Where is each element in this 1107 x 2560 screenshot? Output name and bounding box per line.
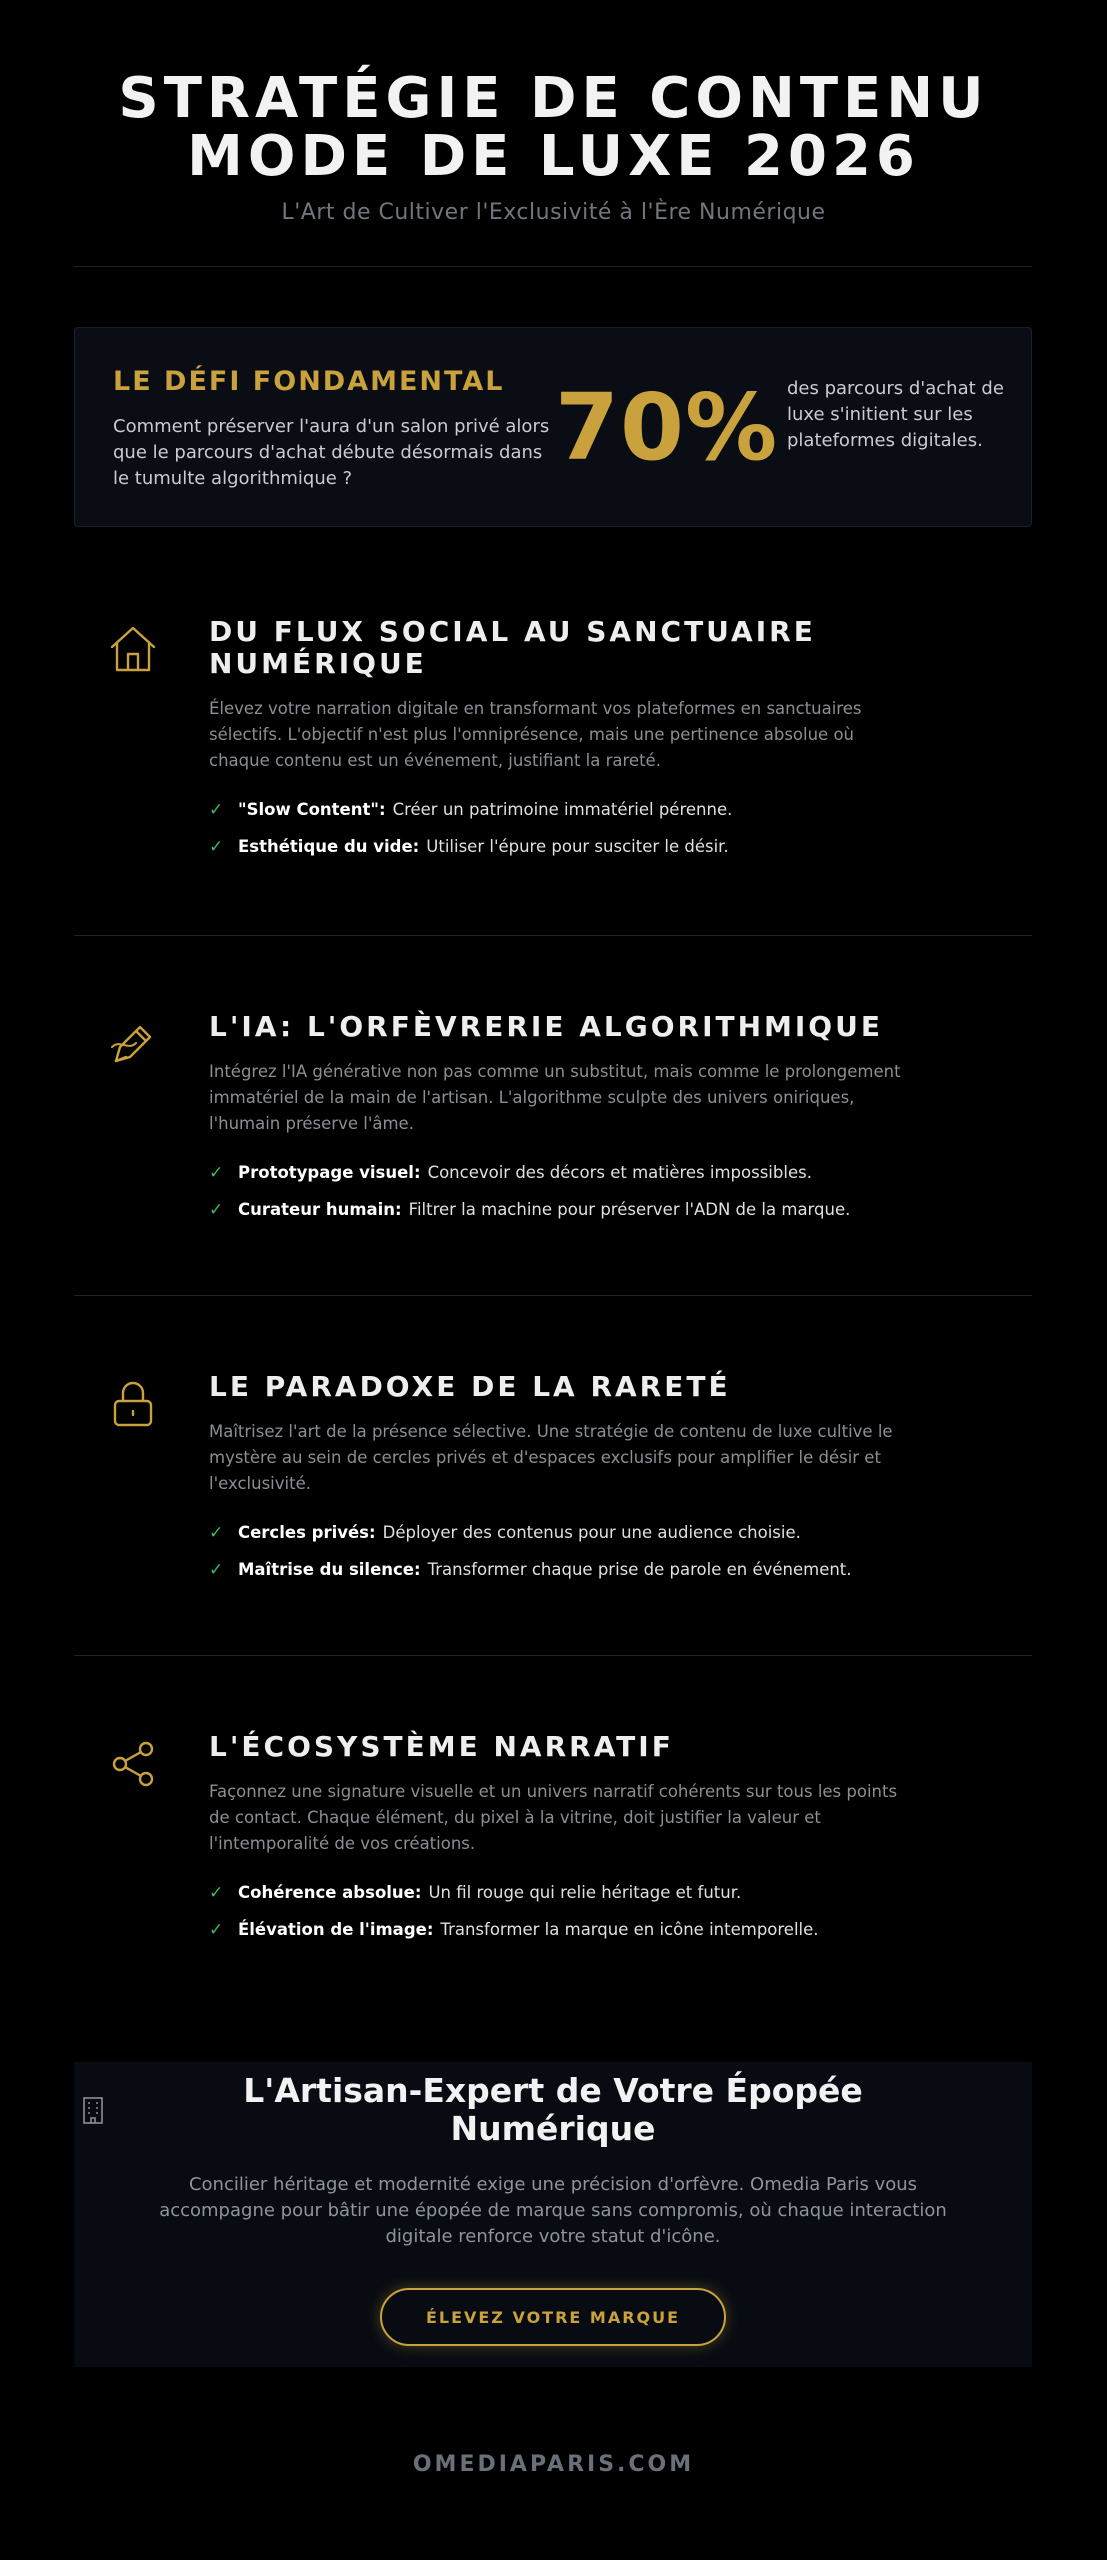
cta-panel xyxy=(74,2062,1032,2367)
section-description: Façonnez une signature visuelle et un univers narratif cohérents sur tous les points de contact. Chaque élément, du pixel à la vitrine, doit justifier la valeur et l'intemporalité de vos créations. xyxy=(209,1782,898,1853)
bullet-key: Curateur humain: xyxy=(238,1200,402,1219)
bullet-key: Prototypage visuel: xyxy=(238,1163,421,1182)
bullet-list xyxy=(209,1874,969,1948)
pen-tool-icon xyxy=(106,1017,160,1071)
list-item xyxy=(209,1514,969,1551)
section-divider xyxy=(74,1295,1032,1296)
lock-icon xyxy=(106,1377,160,1431)
section-description: Intégrez l'IA générative non pas comme un substitut, mais comme le prolongement immatériel de la main de l'artisan. L'algorithme sculpte des univers oniriques, l'humain préserve l'âme. xyxy=(209,1062,901,1133)
bullet-key: Maîtrise du silence: xyxy=(238,1560,421,1579)
check-icon: ✓ xyxy=(209,1919,224,1940)
check-icon: ✓ xyxy=(209,1559,224,1580)
share-icon xyxy=(106,1737,160,1791)
challenge-title: LE DÉFI FONDAMENTAL xyxy=(113,366,505,397)
section-narrative-ecosystem xyxy=(74,1725,1032,2015)
bullet-text: Déployer des contenus pour une audience choisie. xyxy=(382,1523,801,1542)
bullet-list xyxy=(209,1514,969,1588)
bullet-key: Cohérence absolue: xyxy=(238,1883,422,1902)
check-icon: ✓ xyxy=(209,836,224,857)
section-divider xyxy=(74,1655,1032,1656)
stat-text: des parcours d'achat de luxe s'initient sur les plateformes digitales. xyxy=(787,378,1004,451)
check-icon: ✓ xyxy=(209,1199,224,1220)
section-title: L'ÉCOSYSTÈME NARRATIF xyxy=(209,1730,674,1763)
bullet-text: Filtrer la machine pour préserver l'ADN de la marque. xyxy=(408,1200,851,1219)
list-item xyxy=(209,828,969,865)
bullet-text: Transformer chaque prise de parole en événement. xyxy=(427,1560,852,1579)
cta-title-line-2: Numérique xyxy=(450,2109,656,2148)
title-line-2: MODE DE LUXE 2026 xyxy=(187,124,920,189)
bullet-list xyxy=(209,1154,969,1228)
bullet-key: Esthétique du vide: xyxy=(238,837,420,856)
page-title xyxy=(0,66,1107,189)
section-social-sanctuary xyxy=(74,600,1032,930)
section-rarity-paradox xyxy=(74,1365,1032,1655)
page-subtitle: L'Art de Cultiver l'Exclusivité à l'Ère Numérique xyxy=(281,200,826,225)
bullet-text: Un fil rouge qui relie héritage et futur. xyxy=(428,1883,742,1902)
section-title: DU FLUX SOCIAL AU SANCTUAIRE NUMÉRIQUE xyxy=(209,615,816,680)
challenge-text: Comment préserver l'aura d'un salon privé alors que le parcours d'achat débute désormais dans le tumulte algorithmique ? xyxy=(113,416,550,489)
bullet-text: Concevoir des décors et matières impossibles. xyxy=(427,1163,812,1182)
bullet-list xyxy=(209,791,969,865)
list-item xyxy=(209,1874,969,1911)
cta-title xyxy=(74,2072,1032,2148)
bullet-text: Créer un patrimoine immatériel pérenne. xyxy=(392,800,733,819)
section-ai-craft xyxy=(74,1005,1032,1295)
bullet-text: Transformer la marque en icône intemporelle. xyxy=(440,1920,819,1939)
stat-value: 70% xyxy=(555,374,779,481)
bullet-text: Utiliser l'épure pour susciter le désir. xyxy=(426,837,729,856)
list-item xyxy=(209,1551,969,1588)
elevate-brand-button[interactable]: ÉLEVEZ VOTRE MARQUE xyxy=(380,2288,726,2346)
section-description: Maîtrisez l'art de la présence sélective. Une stratégie de contenu de luxe cultive le mystère au sein de cercles privés et d'espaces exclusifs pour amplifier le désir et l'exclusivité. xyxy=(209,1422,893,1493)
house-icon xyxy=(106,622,160,676)
check-icon: ✓ xyxy=(209,799,224,820)
title-line-1: STRATÉGIE DE CONTENU xyxy=(118,66,989,131)
list-item xyxy=(209,1191,969,1228)
cta-title-line-1: L'Artisan-Expert de Votre Épopée xyxy=(243,2071,863,2110)
check-icon: ✓ xyxy=(209,1522,224,1543)
section-description: Élevez votre narration digitale en transformant vos plateformes en sanctuaires sélectifs. L'objectif n'est plus l'omniprésence, mais une pertinence absolue où chaque contenu est un événement, justifiant la rareté. xyxy=(209,699,862,770)
bullet-key: Élévation de l'image: xyxy=(238,1920,434,1939)
footer-link[interactable]: OMEDIAPARIS.COM xyxy=(412,2452,695,2477)
bullet-key: "Slow Content": xyxy=(238,800,386,819)
list-item xyxy=(209,1911,969,1948)
section-divider xyxy=(74,935,1032,936)
list-item xyxy=(209,791,969,828)
header-divider xyxy=(74,266,1032,267)
bullet-key: Cercles privés: xyxy=(238,1523,376,1542)
cta-text: Concilier héritage et modernité exige une précision d'orfèvre. Omedia Paris vous accompagne pour bâtir une épopée de marque sans compromis, où chaque interaction digitale renforce votre statut d'icône. xyxy=(159,2174,947,2247)
check-icon: ✓ xyxy=(209,1162,224,1183)
list-item xyxy=(209,1154,969,1191)
check-icon: ✓ xyxy=(209,1882,224,1903)
section-title: LE PARADOXE DE LA RARETÉ xyxy=(209,1370,731,1403)
section-title: L'IA: L'ORFÈVRERIE ALGORITHMIQUE xyxy=(209,1010,883,1043)
challenge-card xyxy=(74,327,1032,527)
